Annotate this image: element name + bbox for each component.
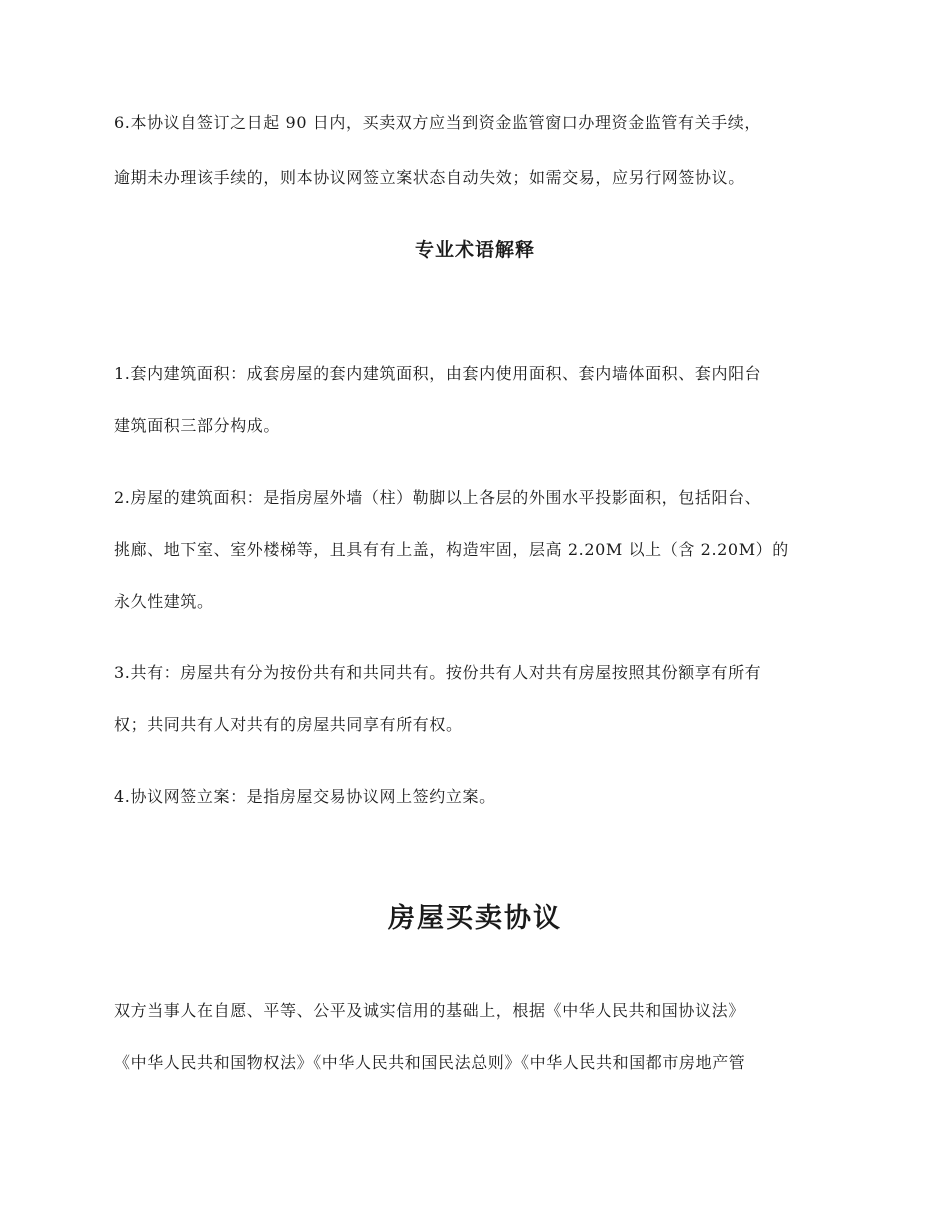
- glossary-item-2-line-3: 永久性建筑。: [114, 592, 214, 611]
- glossary-title: 专业术语解释: [414, 239, 535, 261]
- clause-6-line-1: 6.本协议自签订之日起 90 日内，买卖双方应当到资金监管窗口办理资金监管有关手续，: [114, 113, 761, 132]
- glossary-item-2-line-2: 挑廊、地下室、室外楼梯等，且具有有上盖，构造牢固，层高 2.20M 以上（含 2.20M）的: [114, 540, 789, 559]
- agreement-intro-line-1: 双方当事人在自愿、平等、公平及诚实信用的基础上，根据《中华人民共和国协议法》: [114, 1001, 745, 1020]
- agreement-title: 房屋买卖协议: [388, 903, 562, 934]
- agreement-intro-line-2: 《中华人民共和国物权法》《中华人民共和国民法总则》《中华人民共和国都市房地产管: [114, 1053, 746, 1072]
- clause-6-line-2: 逾期未办理该手续的，则本协议网签立案状态自动失效；如需交易，应另行网签协议。: [114, 168, 745, 187]
- glossary-item-1-line-2: 建筑面积三部分构成。: [114, 416, 281, 435]
- glossary-item-2-line-1: 2.房屋的建筑面积：是指房屋外墙（柱）勒脚以上各层的外围水平投影面积，包括阳台、: [114, 488, 762, 507]
- glossary-item-1-line-1: 1.套内建筑面积：成套房屋的套内建筑面积，由套内使用面积、套内墙体面积、套内阳台: [114, 364, 762, 383]
- glossary-item-3-line-2: 权；共同共有人对共有的房屋共同享有所有权。: [114, 715, 463, 734]
- glossary-item-4-line-1: 4.协议网签立案：是指房屋交易协议网上签约立案。: [114, 787, 496, 806]
- glossary-item-3-line-1: 3.共有：房屋共有分为按份共有和共同共有。按份共有人对共有房屋按照其份额享有所有: [114, 663, 762, 682]
